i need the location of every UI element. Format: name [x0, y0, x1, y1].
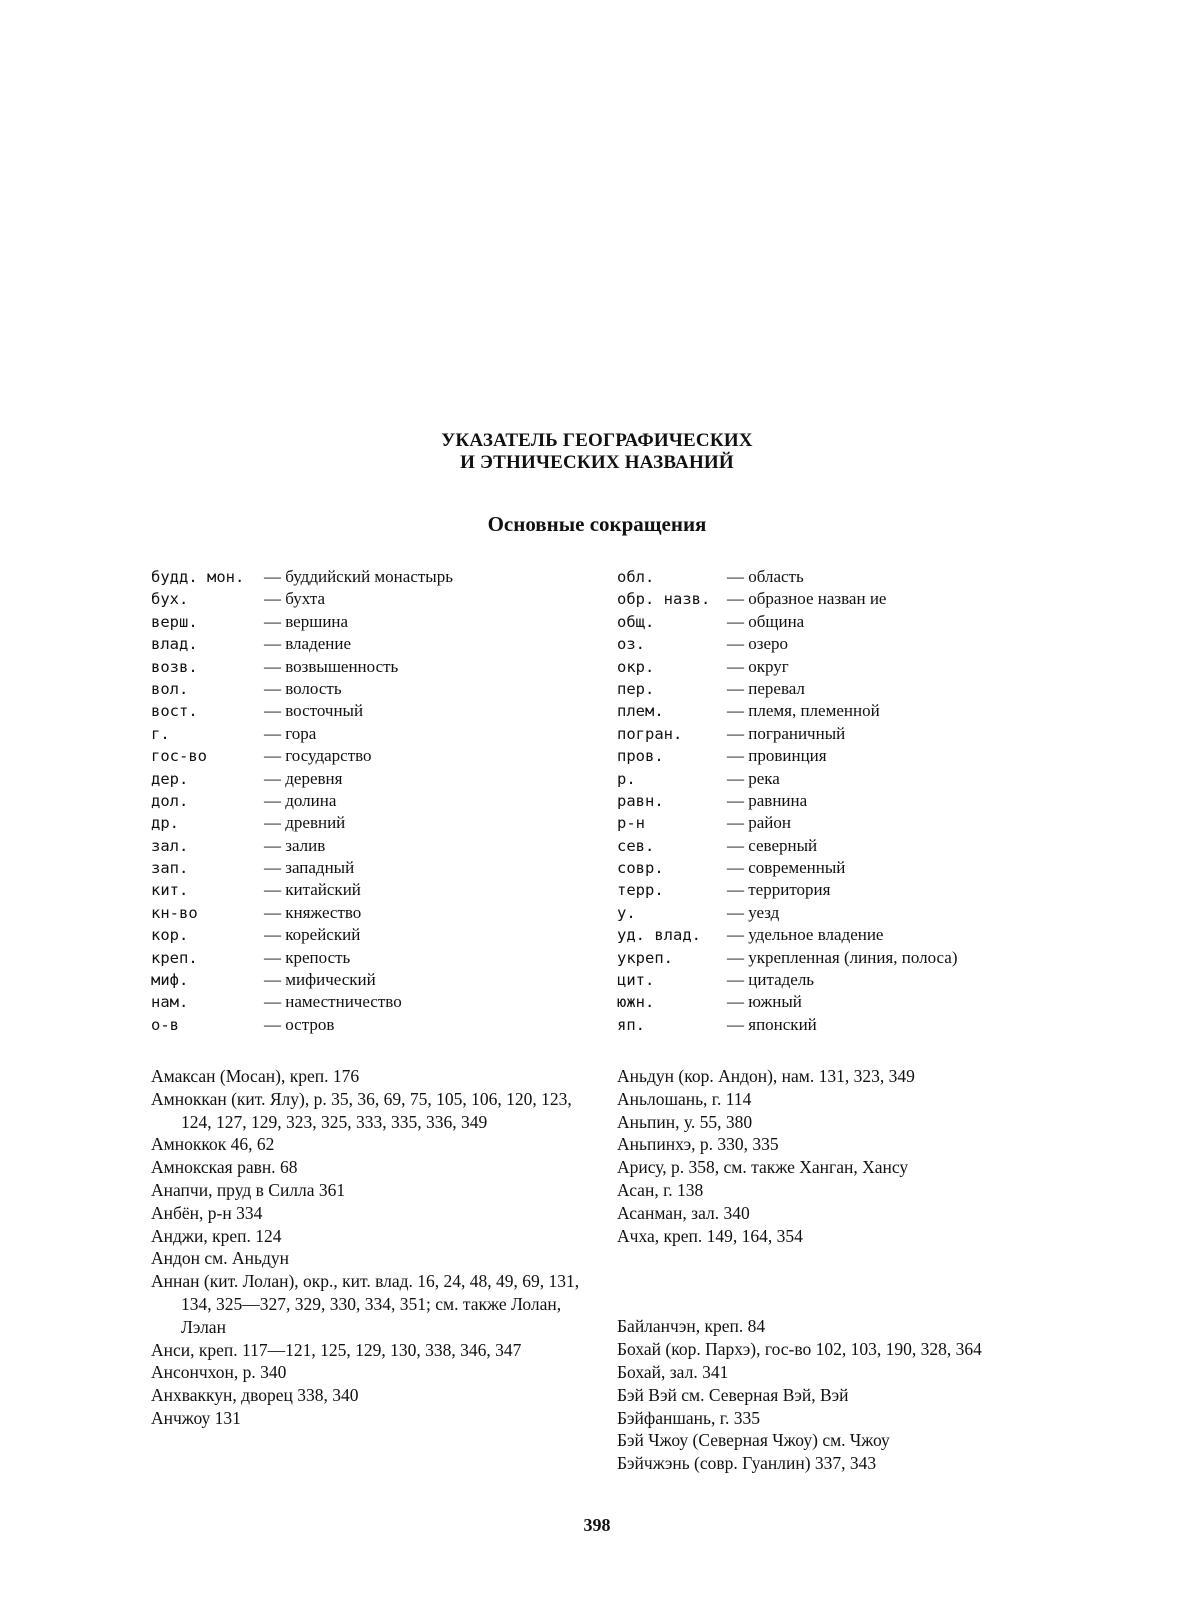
abbreviation-meaning: — государство	[264, 746, 372, 766]
abbreviation-key: яп.	[617, 1015, 645, 1034]
abbreviation-meaning: — наместничество	[264, 992, 402, 1012]
index-entry: Амнокская равн. 68	[151, 1157, 298, 1178]
title-line-1: УКАЗАТЕЛЬ ГЕОГРАФИЧЕСКИХ	[441, 430, 753, 451]
index-left-column	[151, 1065, 583, 1430]
abbreviation-meaning: — гора	[264, 723, 317, 743]
abbreviation-key: совр.	[617, 859, 664, 878]
index-entry: Асанман, зал. 340	[617, 1202, 750, 1223]
abbreviation-meaning: — южный	[727, 992, 802, 1012]
abbreviation-meaning: — пограничный	[727, 723, 846, 743]
abbreviation-key: у.	[617, 903, 636, 922]
abbreviation-key: дол.	[151, 791, 189, 810]
abbreviation-meaning: — долина	[264, 790, 337, 810]
abbreviation-key: укреп.	[617, 948, 673, 967]
index-entry: Анси, креп. 117—121, 125, 129, 130, 338, 346, 347	[151, 1339, 522, 1360]
index-right-column	[617, 1065, 1037, 1475]
abbreviation-meaning: — возвышенность	[264, 656, 399, 676]
abbreviation-key: оз.	[617, 635, 645, 654]
abbreviation-key: зап.	[151, 859, 189, 878]
abbreviation-key: сев.	[617, 836, 655, 855]
index-entry: Бохай, зал. 341	[617, 1361, 729, 1382]
index-entry: Аньпинхэ, р. 330, 335	[617, 1134, 779, 1155]
index-entry: Ачха, креп. 149, 164, 354	[617, 1225, 803, 1246]
abbreviation-key: плем.	[617, 702, 664, 721]
abbreviation-meaning: — перевал	[727, 678, 805, 698]
abbreviation-meaning: — цитадель	[727, 970, 815, 990]
abbreviation-meaning: — провинция	[727, 746, 827, 766]
abbreviation-meaning: — племя, племенной	[727, 701, 880, 721]
abbreviation-meaning: — образное назван ие	[727, 589, 887, 609]
abbreviation-meaning: — область	[727, 567, 804, 586]
abbreviation-key: будд. мон.	[151, 568, 245, 586]
index-group-b	[617, 1315, 1037, 1475]
abbreviation-meaning: — территория	[727, 880, 831, 900]
abbreviation-key: цит.	[617, 971, 655, 990]
abbreviation-meaning: — современный	[727, 858, 846, 878]
abbreviation-key: верш.	[151, 612, 198, 631]
abbreviation-meaning: — западный	[264, 858, 355, 878]
abbreviation-key: гос-во	[151, 747, 207, 766]
abbreviation-meaning: — деревня	[264, 768, 343, 788]
abbreviation-key: бух.	[151, 590, 189, 609]
index-entry: Анчжоу 131	[151, 1407, 241, 1428]
abbreviation-meaning: — владение	[264, 634, 352, 654]
abbreviation-meaning: — японский	[727, 1014, 817, 1034]
abbreviation-key: возв.	[151, 657, 198, 676]
abbreviation-key: нам.	[151, 993, 189, 1012]
abbreviation-key: г.	[151, 724, 170, 743]
abbreviation-key: окр.	[617, 657, 655, 676]
page-title	[0, 430, 1194, 474]
index-entry: Анхваккун, дворец 338, 340	[151, 1385, 359, 1406]
abbreviation-key: дер.	[151, 769, 189, 788]
abbreviation-meaning: — озеро	[727, 634, 789, 654]
index-entry: Амаксан (Мосан), креп. 176	[151, 1066, 360, 1086]
index-entry: Аньлошань, г. 114	[617, 1088, 752, 1109]
abbreviation-meaning: — уезд	[727, 902, 780, 922]
page-number: 398	[583, 1515, 611, 1535]
abbreviation-key: о-в	[151, 1015, 179, 1034]
index-entry: Аннан (кит. Лолан), окр., кит. влад. 16, 24, 48, 49, 69, 131, 134, 325—327, 329, 330, 334, 351; см. также Лолан, Лэлан	[151, 1271, 580, 1337]
index-entry: Асан, г. 138	[617, 1179, 704, 1200]
abbreviation-key: зал.	[151, 836, 189, 855]
abbreviation-key: кор.	[151, 926, 189, 945]
abbreviation-key: обр. назв.	[617, 590, 711, 609]
abbreviation-key: терр.	[617, 881, 664, 900]
abbreviation-meaning: — удельное владение	[727, 925, 884, 945]
abbreviation-meaning: — река	[727, 768, 780, 788]
abbreviation-key: др.	[151, 814, 179, 833]
abbreviation-key: р-н	[617, 814, 645, 833]
abbreviation-meaning: — древний	[264, 813, 346, 833]
abbreviation-meaning: — буддийский монастырь	[264, 567, 453, 586]
abbreviation-meaning: — округ	[727, 656, 789, 676]
abbreviation-key: кн-во	[151, 903, 198, 922]
abbreviation-meaning: — равнина	[727, 790, 808, 810]
abbreviation-key: уд. влад.	[617, 926, 701, 945]
abbreviation-meaning: — бухта	[264, 589, 326, 609]
index-entry: Амноккан (кит. Ялу), р. 35, 36, 69, 75, 105, 106, 120, 123, 124, 127, 129, 323, 325, 333, 335, 336, 349	[151, 1088, 572, 1132]
abbreviation-key: миф.	[151, 971, 189, 990]
index-group-a	[617, 1065, 1037, 1247]
abbreviation-meaning: — вершина	[264, 611, 349, 631]
index-entry: Бэй Чжоу (Северная Чжоу) см. Чжоу	[617, 1430, 890, 1451]
index-entry: Бохай (кор. Пархэ), гос-во 102, 103, 190, 328, 364	[617, 1339, 982, 1360]
index-entry: Анапчи, пруд в Силла 361	[151, 1179, 346, 1200]
index-entry: Бэйчжэнь (совр. Гуанлин) 337, 343	[617, 1453, 877, 1474]
abbreviation-key: креп.	[151, 948, 198, 967]
abbreviation-meaning: — укрепленная (линия, полоса)	[727, 947, 958, 967]
index-entry: Андон см. Аньдун	[151, 1248, 289, 1269]
index-entry: Амноккок 46, 62	[151, 1134, 275, 1155]
abbreviation-meaning: — восточный	[264, 701, 364, 721]
index-entry: Арису, р. 358, см. также Ханган, Хансу	[617, 1157, 909, 1178]
abbreviation-key: р.	[617, 769, 636, 788]
abbreviation-key: южн.	[617, 993, 655, 1012]
abbreviation-meaning: — северный	[727, 835, 818, 855]
abbreviation-meaning: — мифический	[264, 970, 376, 990]
abbreviation-key: равн.	[617, 791, 664, 810]
abbreviation-meaning: — волость	[264, 678, 342, 698]
abbreviation-key: общ.	[617, 612, 655, 631]
index-entry: Бэйфаншань, г. 335	[617, 1407, 760, 1428]
abbreviation-key: погран.	[617, 724, 683, 743]
index-entry: Байланчэн, креп. 84	[617, 1316, 766, 1337]
letter-gap	[617, 1247, 1037, 1315]
index-entry: Бэй Вэй см. Северная Вэй, Вэй	[617, 1384, 849, 1405]
abbreviation-key: кит.	[151, 881, 189, 900]
index-entry: Анджи, креп. 124	[151, 1225, 282, 1246]
abbreviation-meaning: — китайский	[264, 880, 361, 900]
abbreviation-meaning: — корейский	[264, 925, 361, 945]
abbreviation-key: влад.	[151, 635, 198, 654]
index-entry: Аньпин, у. 55, 380	[617, 1111, 753, 1132]
abbreviation-meaning: — залив	[264, 835, 326, 855]
section-subtitle: Основные сокращения	[487, 512, 707, 536]
abbreviation-key: пров.	[617, 747, 664, 766]
abbreviation-key: пер.	[617, 679, 655, 698]
abbreviation-meaning: — община	[727, 611, 805, 631]
abbreviation-meaning: — район	[727, 813, 791, 833]
index-entry: Анбён, р-н 334	[151, 1202, 263, 1223]
title-line-2: И ЭТНИЧЕСКИХ НАЗВАНИЙ	[460, 452, 734, 473]
abbreviation-meaning: — княжество	[264, 902, 362, 922]
abbreviation-meaning: — крепость	[264, 947, 351, 967]
abbreviation-key: вол.	[151, 679, 189, 698]
index-entry: Ансончхон, р. 340	[151, 1362, 287, 1383]
abbreviation-key: обл.	[617, 568, 655, 586]
abbreviation-meaning: — остров	[264, 1014, 335, 1034]
index-entry: Аньдун (кор. Андон), нам. 131, 323, 349	[617, 1066, 915, 1086]
abbreviation-key: вост.	[151, 702, 198, 721]
